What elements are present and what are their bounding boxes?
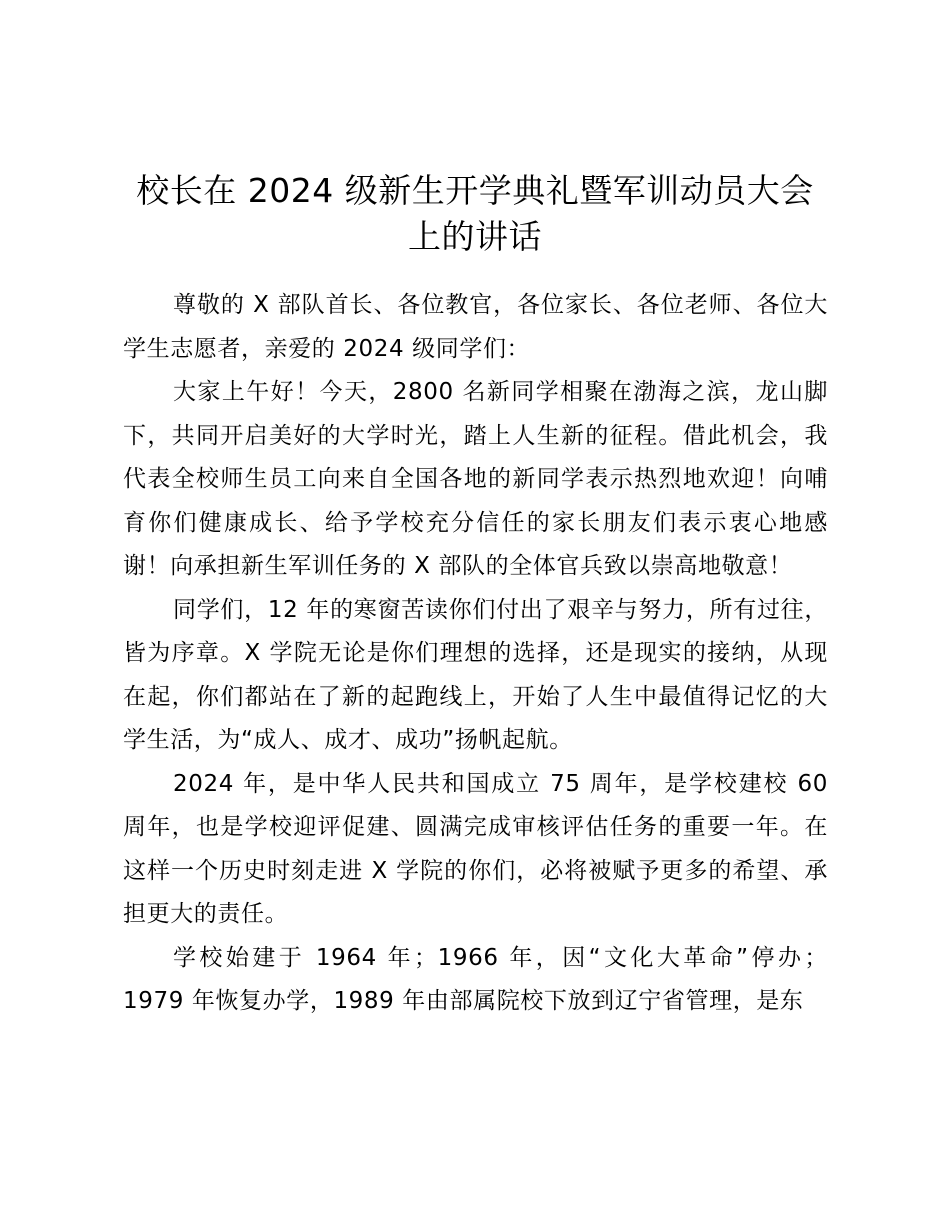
students-paragraph: 同学们，12 年的寒窗苦读你们付出了艰辛与努力，所有过往，皆为序章。X 学院无论是你们理想的选择，还是现实的接纳，从现在起，你们都站在了新的起跑线上，开始了人生中最值得记忆的大学生活，为“成人、成才、成功”扬帆起航。 xyxy=(123,596,828,753)
anniversary-paragraph: 2024 年，是中华人民共和国成立 75 周年，是学校建校 60 周年，也是学校迎评促建、圆满完成审核评估任务的重要一年。在这样一个历史时刻走进 X 学院的你们，必将被赋予更多的希望、承担更大的责任。 xyxy=(123,770,828,927)
greeting-paragraph: 尊敬的 X 部队首长、各位教官，各位家长、各位老师、各位大学生志愿者，亲爱的 2024 级同学们： xyxy=(123,292,828,362)
speech-body xyxy=(123,284,828,1024)
welcome-paragraph: 大家上午好！今天，2800 名新同学相聚在渤海之滨，龙山脚下，共同开启美好的大学时光，踏上人生新的征程。借此机会，我代表全校师生员工向来自全国各地的新同学表示热烈地欢迎！向哺育你们健康成长、给予学校充分信任的家长朋友们表示衷心地感谢！向承担新生军训任务的 X 部队的全体官兵致以崇高地敬意！ xyxy=(123,379,828,579)
history-paragraph: 学校始建于 1964 年；1966 年，因“文化大革命”停办；1979 年恢复办学，1989 年由部属院校下放到辽宁省管理，是东 xyxy=(123,944,828,1014)
page-title: 校长在 2024 级新生开学典礼暨军训动员大会上的讲话 xyxy=(136,171,814,256)
